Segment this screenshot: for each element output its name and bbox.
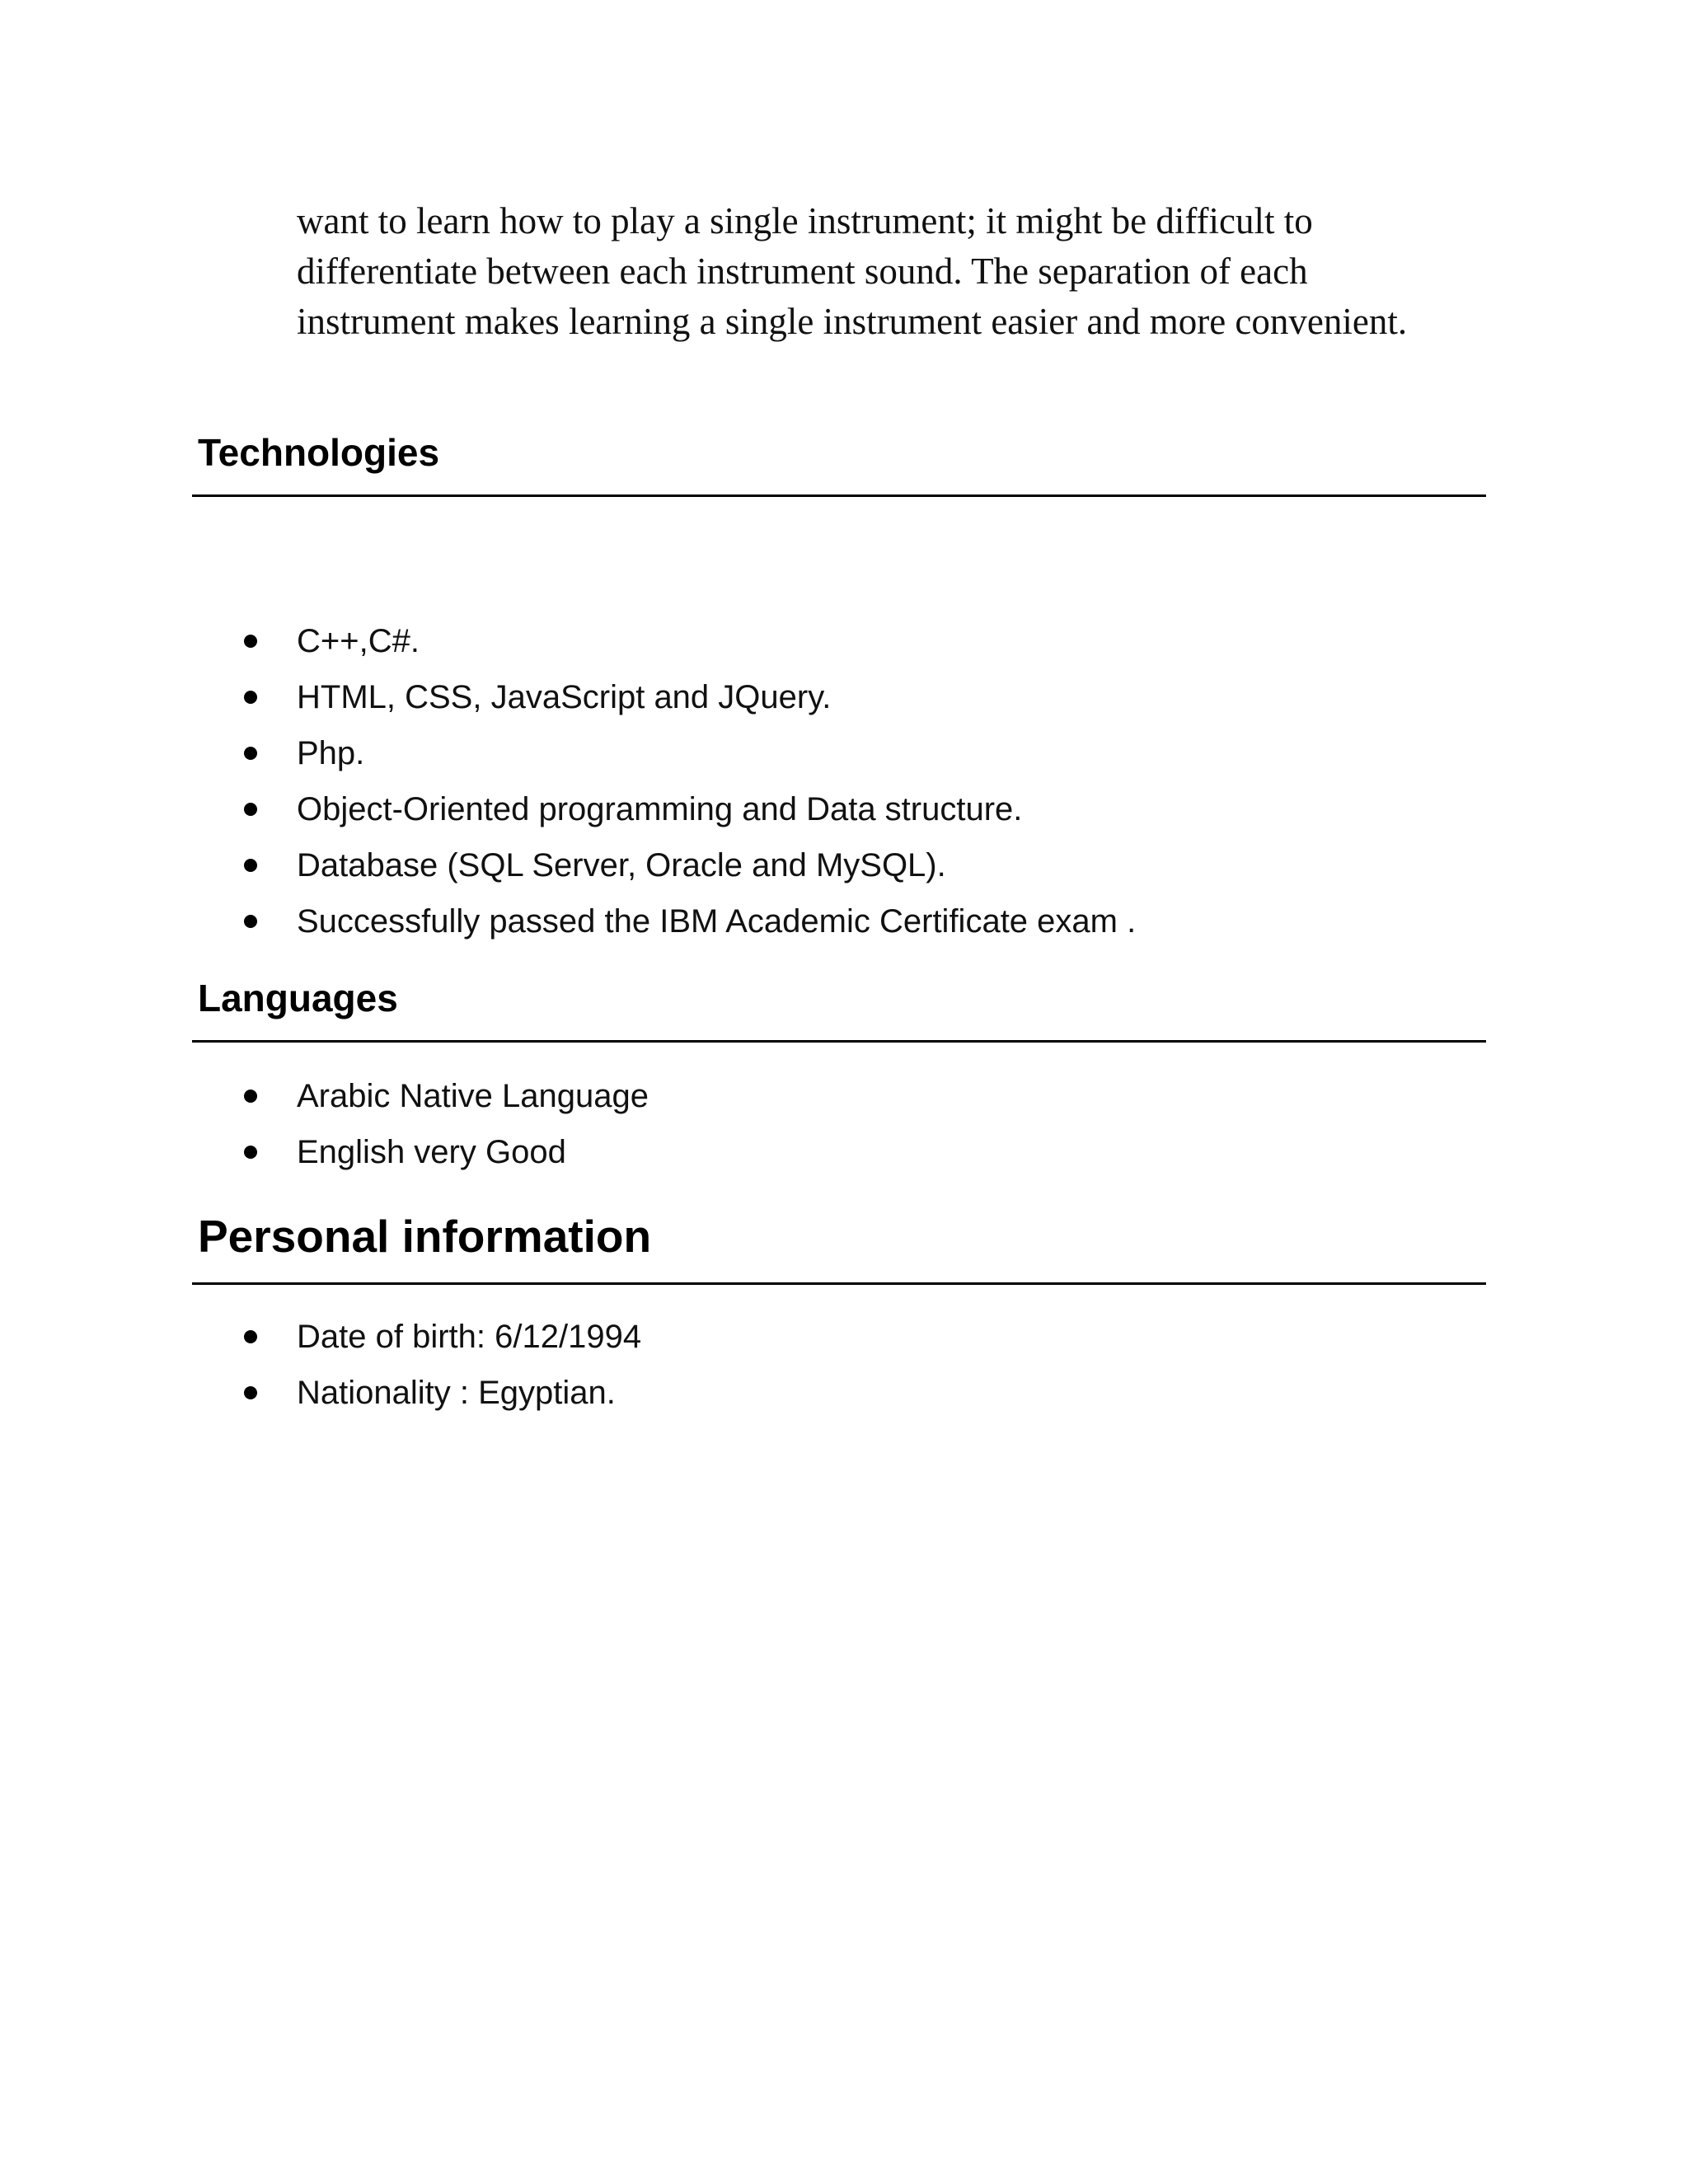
- bullet-icon: [244, 915, 257, 928]
- bullet-icon: [244, 1330, 257, 1343]
- languages-list: [0, 1068, 649, 1180]
- list-item-text: English very Good: [297, 1134, 566, 1170]
- bullet-icon: [244, 803, 257, 816]
- intro-line: instrument makes learning a single instrument easier and more convenient.: [297, 301, 1408, 342]
- personal-information-divider: [192, 1282, 1486, 1285]
- technologies-heading: Technologies: [198, 431, 440, 474]
- list-item-text: HTML, CSS, JavaScript and JQuery.: [297, 679, 832, 715]
- bullet-icon: [244, 1090, 257, 1103]
- list-item: [0, 893, 1136, 949]
- list-item: [0, 781, 1136, 837]
- list-item: [0, 613, 1136, 669]
- bullet-icon: [244, 691, 257, 704]
- list-item: [0, 1068, 649, 1124]
- list-item-text: Date of birth: 6/12/1994: [297, 1319, 642, 1355]
- intro-line: want to learn how to play a single instrument; it might be difficult to: [297, 200, 1313, 241]
- technologies-divider: [192, 494, 1486, 497]
- languages-heading: Languages: [198, 977, 398, 1019]
- list-item-text: Nationality : Egyptian.: [297, 1375, 616, 1411]
- personal-information-heading: Personal information: [198, 1211, 652, 1262]
- list-item-text: C++,C#.: [297, 623, 420, 659]
- bullet-icon: [244, 859, 257, 872]
- list-item: [0, 1124, 649, 1180]
- list-item: [0, 669, 1136, 725]
- bullet-icon: [244, 635, 257, 648]
- languages-divider: [192, 1040, 1486, 1043]
- list-item-text: Database (SQL Server, Oracle and MySQL).: [297, 847, 946, 883]
- bullet-icon: [244, 747, 257, 760]
- list-item-text: Successfully passed the IBM Academic Certificate exam .: [297, 903, 1137, 940]
- list-item-text: Php.: [297, 735, 365, 771]
- bullet-icon: [244, 1146, 257, 1159]
- list-item: [0, 837, 1136, 893]
- list-item: [0, 1309, 641, 1365]
- intro-paragraph: [297, 196, 1500, 347]
- list-item-text: Object-Oriented programming and Data structure.: [297, 791, 1023, 827]
- personal-information-list: [0, 1309, 641, 1421]
- technologies-list: [0, 613, 1136, 949]
- list-item: [0, 1365, 641, 1421]
- bullet-icon: [244, 1386, 257, 1399]
- list-item: [0, 725, 1136, 781]
- intro-line: differentiate between each instrument sound. The separation of each: [297, 251, 1308, 292]
- list-item-text: Arabic Native Language: [297, 1078, 649, 1114]
